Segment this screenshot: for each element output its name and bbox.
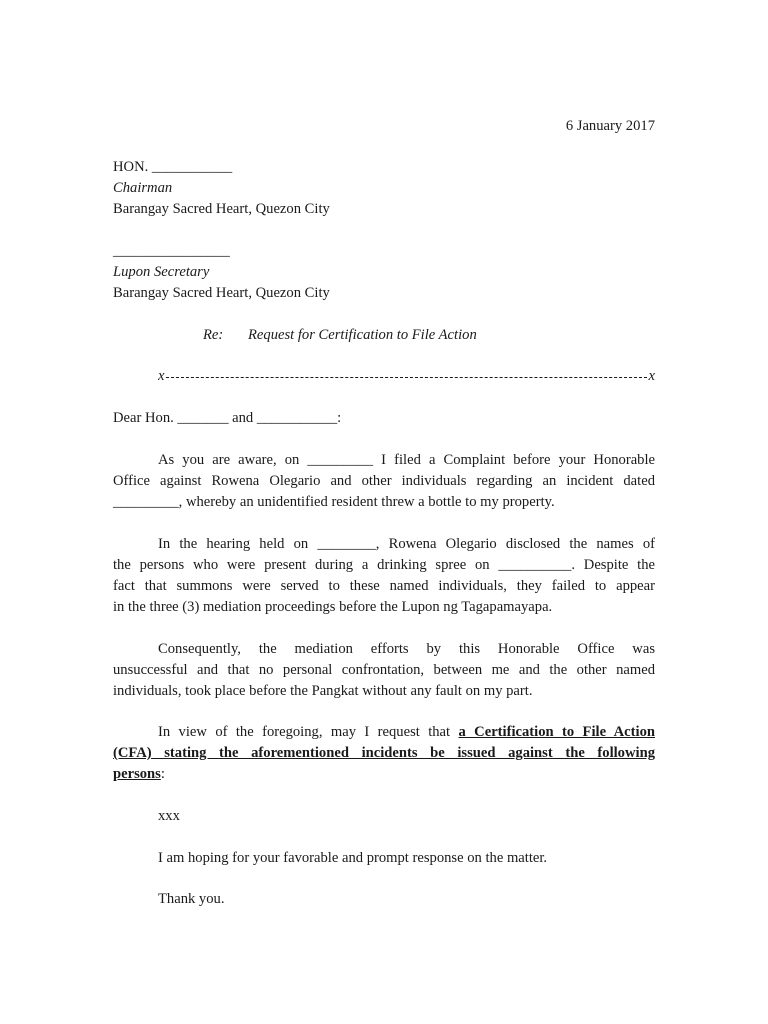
letter-date: 6 January 2017: [565, 118, 655, 134]
chairman-name-blank: ___________: [151, 159, 233, 175]
paragraph3-line3: individuals, took place before the Pangkat without any fault on my part.: [113, 683, 533, 699]
paragraph2-line3: fact that summons were served to these named individuals, they failed to appear: [113, 578, 655, 594]
secretary-address: Barangay Sacred Heart, Quezon City: [113, 285, 330, 301]
section-divider: [158, 366, 655, 387]
closing-request: I am hoping for your favorable and prompt response on the matter.: [158, 850, 548, 866]
salutation: Dear Hon. _______ and ___________:: [113, 410, 342, 426]
paragraph2-line2: the persons who were present during a drinking spree on __________. Despite the: [113, 557, 655, 573]
chairman-title: Chairman: [113, 180, 173, 196]
paragraph3-line1: Consequently, the mediation efforts by this Honorable Office was: [158, 641, 655, 657]
paragraph4-plain-lead: In view of the foregoing, may I request that: [158, 724, 459, 740]
paragraph4-colon: :: [160, 766, 165, 782]
paragraph4-emphasis-end: persons: [113, 766, 161, 782]
chairman-name-line: [113, 157, 655, 178]
thank-you: Thank you.: [158, 891, 225, 907]
subject-text: Request for Certification to File Action: [248, 327, 477, 343]
divider-dashes: [166, 377, 647, 378]
paragraph3-line2: unsuccessful and that no personal confrontation, between me and the other named: [113, 662, 655, 678]
paragraph4-line3: [113, 764, 655, 785]
secretary-title: Lupon Secretary: [113, 264, 210, 280]
paragraph1-line3: _________, whereby an unidentified resident threw a bottle to my property.: [113, 494, 555, 510]
hon-prefix: HON.: [113, 159, 152, 175]
subject-label: Re:: [203, 327, 224, 343]
divider-left-mark: x: [158, 368, 165, 384]
paragraph4-emphasis-start: a Certification to File Action: [458, 724, 655, 740]
paragraph4-line1: [158, 722, 655, 743]
secretary-name-blank: ________________: [113, 243, 230, 259]
paragraph1-line1: As you are aware, on _________ I filed a Complaint before your Honorable: [158, 452, 655, 468]
chairman-address: Barangay Sacred Heart, Quezon City: [113, 201, 330, 217]
paragraph2-line4: in the three (3) mediation proceedings before the Lupon ng Tagapamayapa.: [113, 599, 553, 615]
persons-list-placeholder: xxx: [158, 808, 180, 824]
paragraph4-line2: (CFA) stating the aforementioned incidents be issued against the following: [113, 745, 655, 761]
paragraph2-line1: In the hearing held on ________, Rowena Olegario disclosed the names of: [158, 536, 655, 552]
paragraph1-line2: Office against Rowena Olegario and other individuals regarding an incident dated: [113, 473, 655, 489]
divider-right-mark: x: [648, 368, 655, 384]
